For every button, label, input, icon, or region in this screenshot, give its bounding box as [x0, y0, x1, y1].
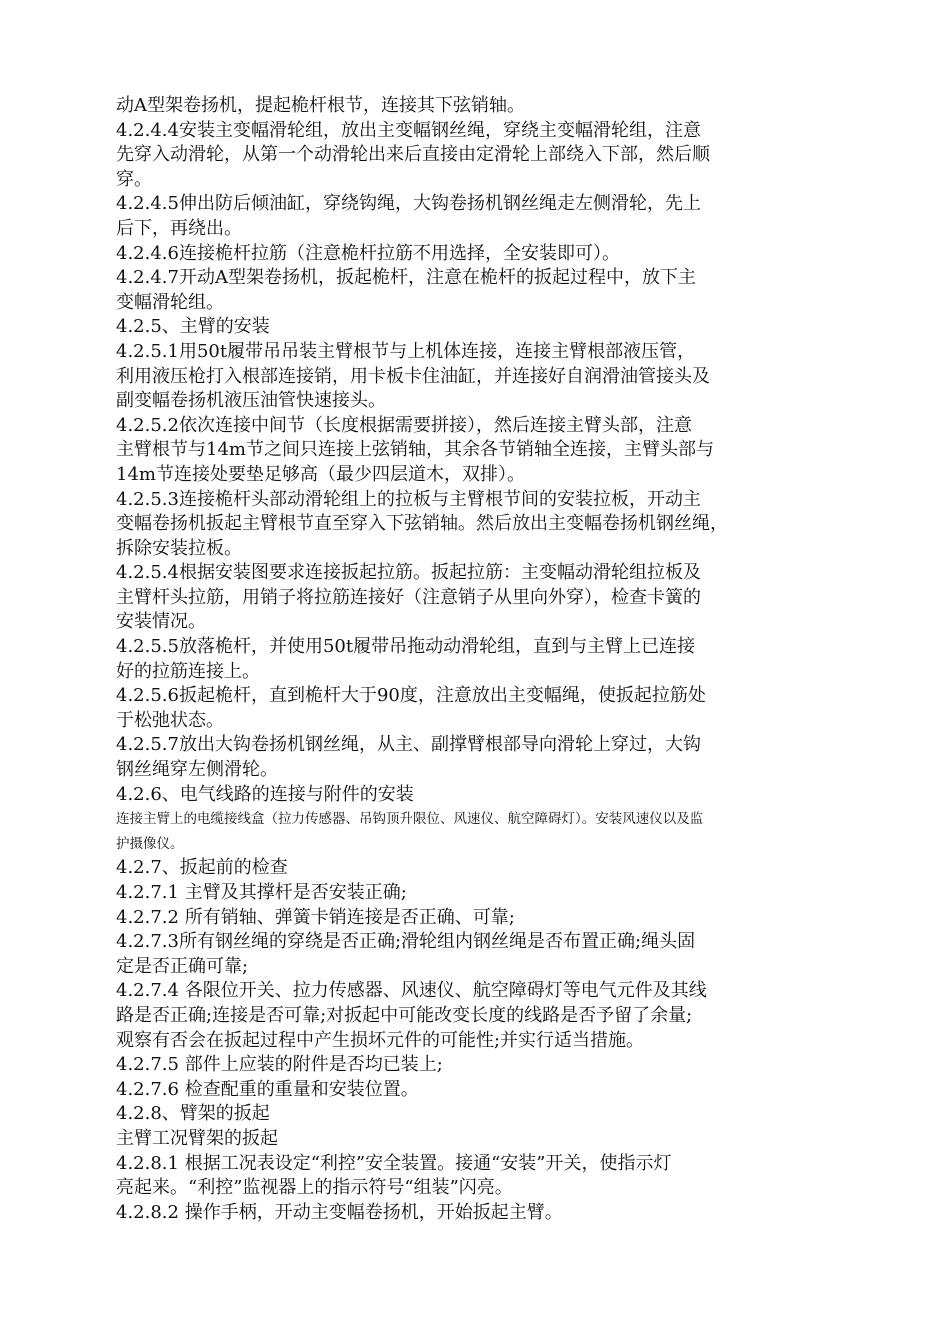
- document-page: [116, 94, 864, 1225]
- text-line: 变幅滑轮组。: [116, 291, 224, 313]
- text-line: 4.2.4.6连接桅杆拉筋（注意桅杆拉筋不用选择，全安装即可）。: [116, 242, 620, 264]
- text-line: 4.2.7.1 主臂及其撑杆是否安装正确;: [116, 882, 407, 903]
- text-line: 4.2.8.2 操作手柄，开动主变幅卷扬机，开始扳起主臂。: [116, 1201, 563, 1223]
- text-line: 连接主臂上的电缆接线盒（拉力传感器、吊钩顶升限位、风速仪、航空障碍灯）。安装风速仪以及监: [116, 811, 704, 828]
- text-line: 拆除安装拉板。: [116, 537, 242, 559]
- text-line: 4.2.5.3连接桅杆头部动滑轮组上的拉板与主臂根节间的安装拉板，开动主: [116, 488, 701, 510]
- text-line: 定是否正确可靠;: [116, 955, 249, 977]
- text-line: 主臂工况臂架的扳起: [116, 1127, 278, 1149]
- text-line: 4.2.5.7放出大钩卷扬机钢丝绳，从主、副撑臂根部导向滑轮上穿过，大钩: [116, 734, 701, 756]
- text-line: 4.2.7.6 检查配重的重量和安装位置。: [116, 1078, 419, 1100]
- text-line: 4.2.7.4 各限位开关、拉力传感器、风速仪、航空障碍灯等电气元件及其线: [116, 980, 707, 1002]
- text-line: 利用液压枪打入根部连接销，用卡板卡住油缸，并连接好自润滑油管接头及: [116, 365, 710, 387]
- text-line: 路是否正确;连接是否可靠;对扳起中可能改变长度的线路是否予留了余量;: [116, 1004, 693, 1026]
- text-line: 4.2.4.7开动A型架卷扬机，扳起桅杆，注意在桅杆的扳起过程中，放下主: [116, 267, 696, 289]
- text-line: 4.2.7.3所有钢丝绳的穿绕是否正确;滑轮组内钢丝绳是否布置正确;绳头固: [116, 931, 696, 953]
- text-line: 4.2.5.1用50t履带吊吊装主臂根节与上机体连接，连接主臂根部液压管，: [116, 340, 696, 362]
- text-line: 后下，再绕出。: [116, 217, 242, 239]
- text-line: 4.2.7.5 部件上应装的附件是否均已装上;: [116, 1054, 443, 1076]
- text-line: 4.2.7、扳起前的检查: [116, 857, 288, 879]
- text-line: 4.2.5.4根据安装图要求连接扳起拉筋。扳起拉筋：主变幅动滑轮组拉板及: [116, 562, 701, 584]
- text-line: 4.2.8.1 根据工况表设定“利控”安全装置。接通“安装”开关，使指示灯: [116, 1152, 672, 1174]
- text-line: 护摄像仪。: [116, 835, 184, 852]
- text-line: 先穿入动滑轮，从第一个动滑轮出来后直接由定滑轮上部绕入下部，然后顺: [116, 144, 710, 166]
- text-line: 4.2.6、电气线路的连接与附件的安装: [116, 783, 414, 805]
- text-line: 4.2.4.4安装主变幅滑轮组，放出主变幅钢丝绳，穿绕主变幅滑轮组，注意: [116, 119, 701, 141]
- text-line: 主臂根节与14m节之间只连接上弦销轴，其余各节销轴全连接，主臂头部与: [116, 439, 714, 461]
- text-line: 变幅卷扬机扳起主臂根节直至穿入下弦销轴。然后放出主变幅卷扬机钢丝绳，: [116, 513, 728, 535]
- text-line: 穿。: [116, 168, 152, 190]
- text-line: 亮起来。“利控”监视器上的指示符号“组装”闪亮。: [116, 1177, 513, 1199]
- text-line: 动A型架卷扬机，提起桅杆根节，连接其下弦销轴。: [116, 95, 525, 116]
- text-line: 4.2.5.6扳起桅杆，直到桅杆大于90度，注意放出主变幅绳，使扳起拉筋处: [116, 685, 706, 707]
- text-line: 主臂杆头拉筋，用销子将拉筋连接好（注意销子从里向外穿），检查卡簧的: [116, 586, 701, 608]
- text-line: 观察有否会在扳起过程中产生损坏元件的可能性;并实行适当措施。: [116, 1029, 645, 1051]
- text-line: 14m节连接处要垫足够高（最少四层道木，双排）。: [116, 463, 525, 485]
- text-line: 4.2.5、主臂的安装: [116, 316, 270, 338]
- text-line: 4.2.4.5伸出防后倾油缸，穿绕钩绳，大钩卷扬机钢丝绳走左侧滑轮，先上: [116, 193, 701, 215]
- text-line: 4.2.7.2 所有销轴、弹簧卡销连接是否正确、可靠;: [116, 906, 515, 928]
- text-line: 4.2.5.2依次连接中间节（长度根据需要拼接），然后连接主臂头部，注意: [116, 414, 692, 436]
- text-line: 4.2.5.5放落桅杆，并使用50t履带吊拖动动滑轮组，直到与主臂上已连接: [116, 636, 696, 658]
- text-line: 4.2.8、臂架的扳起: [116, 1103, 270, 1125]
- text-line: 于松弛状态。: [116, 709, 224, 731]
- text-line: 钢丝绳穿左侧滑轮。: [116, 759, 278, 781]
- text-line: 好的拉筋连接上。: [116, 660, 260, 682]
- text-line: 副变幅卷扬机液压油管快速接头。: [116, 390, 386, 412]
- text-line: 安装情况。: [116, 611, 206, 633]
